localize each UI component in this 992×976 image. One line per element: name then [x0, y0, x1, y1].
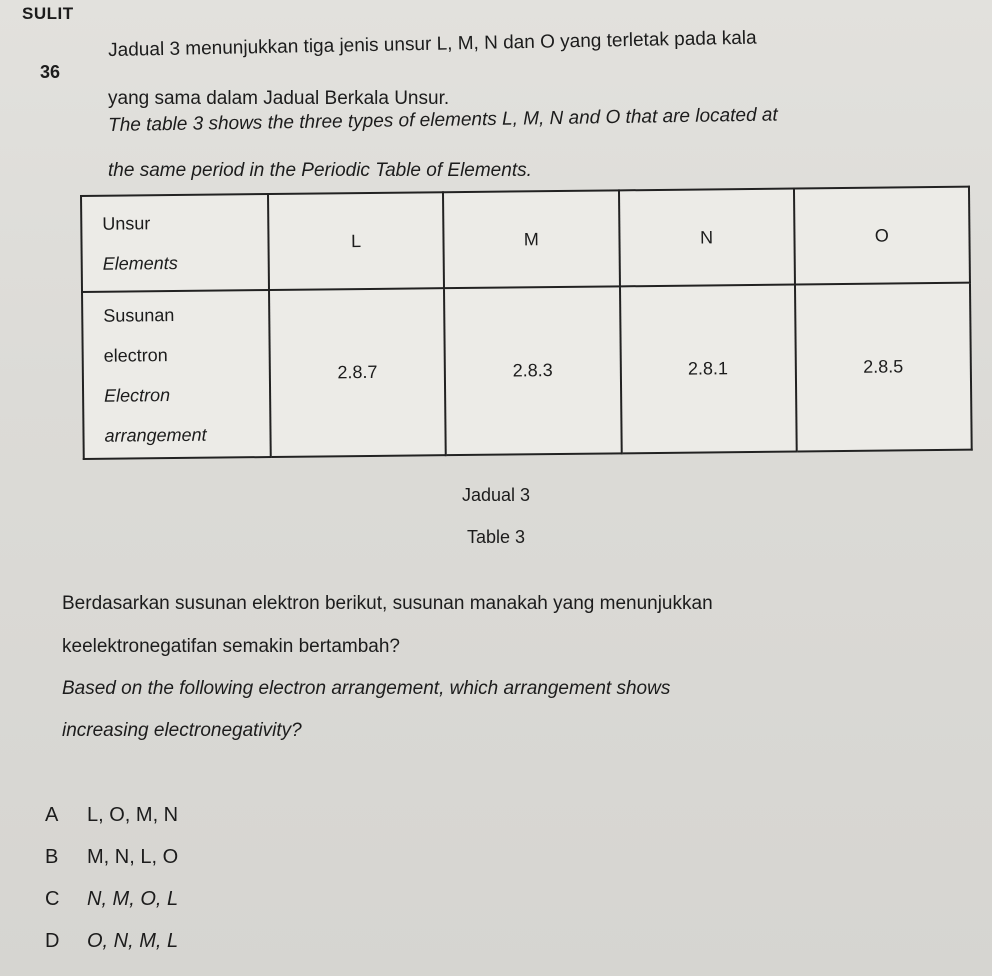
table-caption-malay: Jadual 3: [461, 485, 531, 505]
header-label-malay: Unsur: [102, 213, 151, 234]
arrangement-M-cell: 2.8.3: [444, 286, 621, 455]
row-label-english-1: Electron: [103, 384, 171, 406]
prompt-malay-line-2: keelektronegatifan semakin bertambah?: [62, 636, 400, 657]
table-caption-english: Table 3: [466, 527, 526, 547]
element-M-cell: M: [443, 190, 619, 288]
page-header: SULIT: [22, 4, 74, 23]
option-a[interactable]: [45, 804, 178, 827]
option-c[interactable]: [45, 888, 178, 911]
question-number: 36: [40, 62, 61, 82]
prompt-english-line-1: Based on the following electron arrangement, which arrangement shows: [62, 678, 671, 699]
arrangement-O-cell: 2.8.5: [795, 283, 972, 452]
option-d-letter: D: [45, 930, 60, 952]
row-label-english-2: arrangement: [104, 424, 207, 446]
option-c-letter: C: [45, 888, 60, 910]
prompt-english-line-2: increasing electronegativity?: [62, 720, 302, 741]
question-line-malay-2: yang sama dalam Jadual Berkala Unsur.: [108, 88, 450, 109]
element-L-cell: L: [268, 192, 444, 290]
option-d[interactable]: [45, 930, 178, 953]
option-b-letter: B: [45, 846, 59, 868]
row-label-malay-2: electron: [103, 344, 168, 366]
option-b[interactable]: [45, 846, 178, 869]
prompt-malay-line-1: Berdasarkan susunan elektron berikut, susunan manakah yang menunjukkan: [62, 593, 713, 614]
option-c-text: N, M, O, L: [87, 888, 179, 910]
option-a-text: L, O, M, N: [87, 804, 179, 826]
arrangement-N-cell: 2.8.1: [619, 285, 796, 454]
element-O-cell: O: [794, 187, 970, 285]
header-label-cell: [81, 194, 269, 292]
arrangement-L-cell: 2.8.7: [269, 288, 446, 457]
option-d-text: O, N, M, L: [87, 930, 179, 952]
question-line-english-1: The table 3 shows the three types of elements L, M, N and O that are located at: [108, 104, 778, 136]
question-line-english-2: the same period in the Periodic Table of Elements.: [108, 160, 532, 181]
row-label-malay-1: Susunan: [103, 304, 175, 326]
elements-table: [80, 186, 973, 460]
option-a-letter: A: [45, 804, 59, 826]
table-header-row: [81, 187, 970, 292]
question-line-malay-1: Jadual 3 menunjukkan tiga jenis unsur L, M, N dan O yang terletak pada kala: [108, 27, 757, 61]
option-b-text: M, N, L, O: [87, 846, 179, 868]
header-label-english: Elements: [102, 252, 178, 274]
table-arrangement-row: [82, 283, 972, 459]
row-label-cell: [82, 290, 271, 459]
element-N-cell: N: [618, 189, 794, 287]
